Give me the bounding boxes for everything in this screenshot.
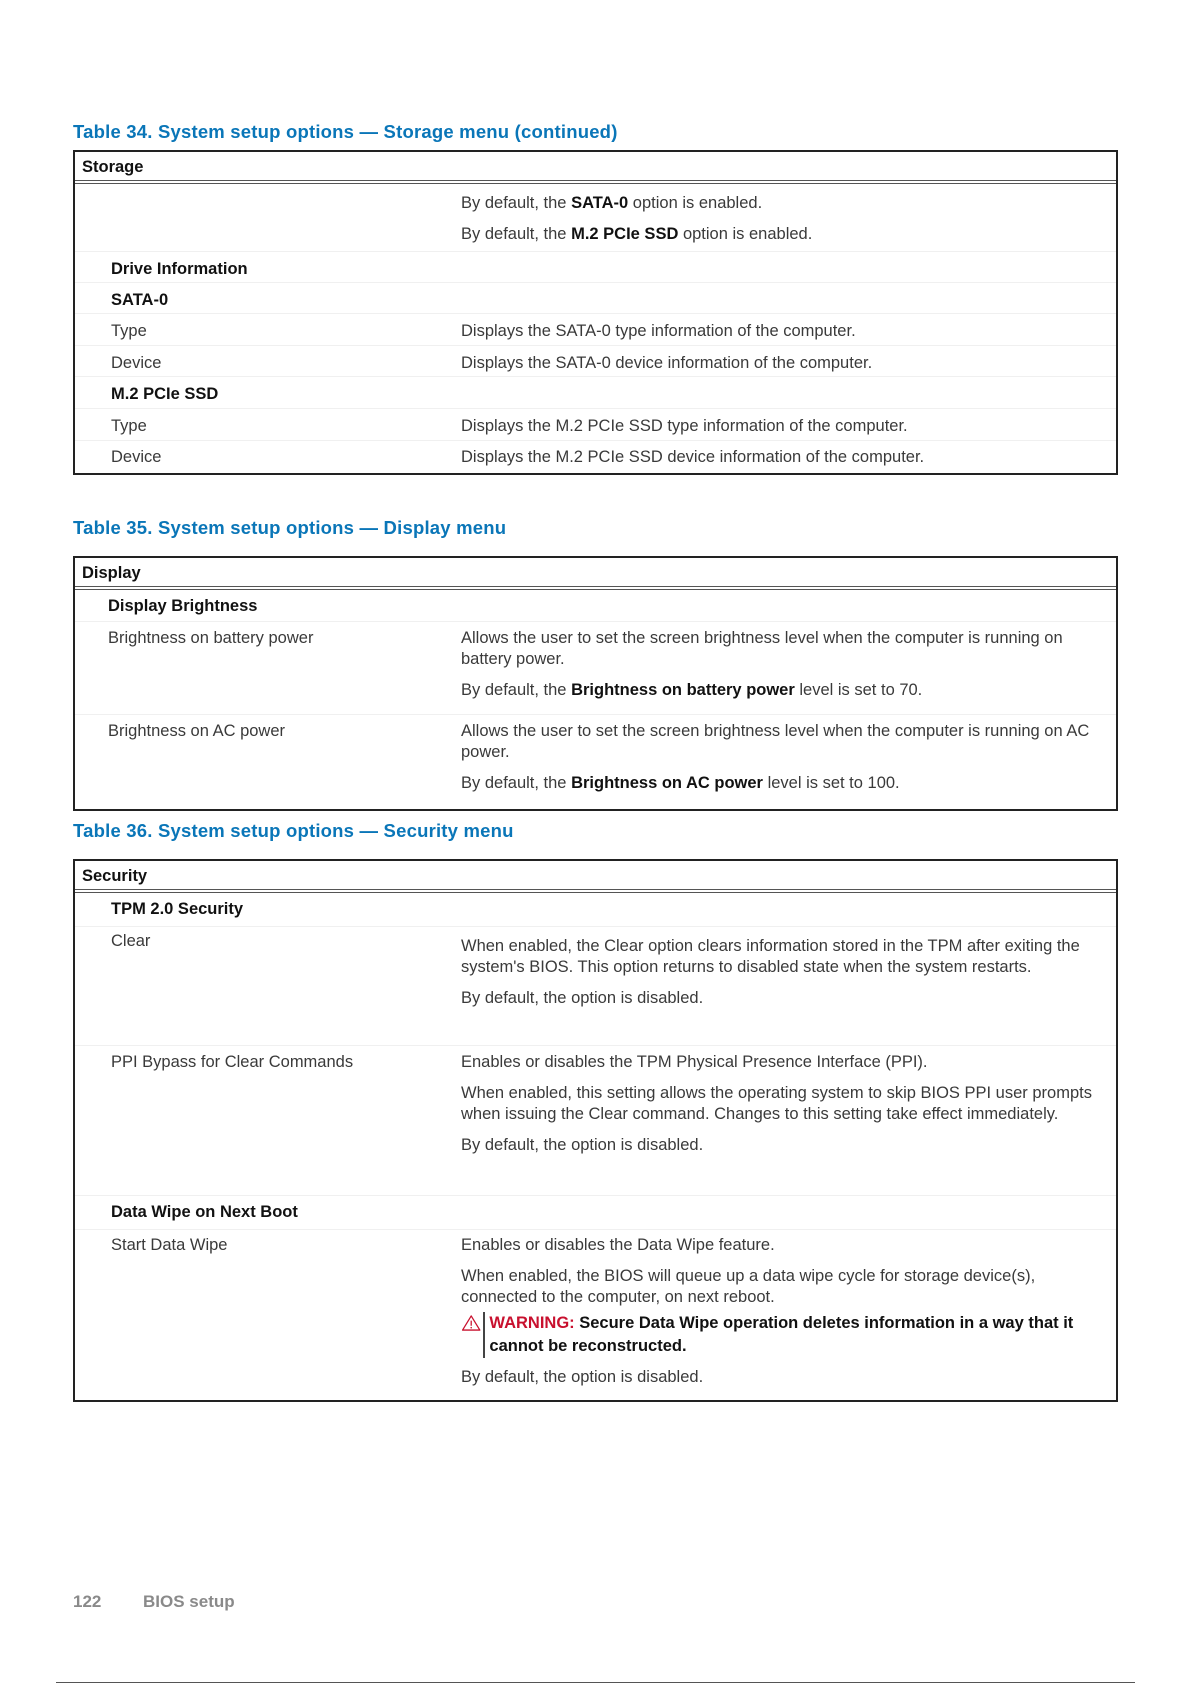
m2-type-label: Type	[111, 417, 147, 435]
table-row	[75, 409, 1116, 441]
data-wipe-heading: Data Wipe on Next Boot	[111, 1203, 298, 1221]
table-row	[75, 346, 1116, 377]
table-36-caption: Table 36. System setup options — Security menu	[73, 820, 514, 841]
drive-info-heading: Drive Information	[111, 260, 248, 278]
ac-brightness-default: By default, the Brightness on AC power level is set to 100.	[461, 774, 900, 792]
table-36-header: Security	[75, 861, 1116, 893]
footer-rule	[56, 1682, 1135, 1683]
table-row	[75, 622, 1116, 715]
table-row	[75, 715, 1116, 809]
sata-type-label: Type	[111, 322, 147, 340]
table-row	[75, 252, 1116, 283]
data-wipe-desc-2: When enabled, the BIOS will queue up a data wipe cycle for storage device(s), connected to the computer, on next reboot.	[461, 1267, 1036, 1306]
table-row	[75, 441, 1116, 473]
sata0-default-text: By default, the SATA-0 option is enabled.	[461, 194, 763, 212]
table-row	[75, 283, 1116, 314]
table-35-header: Display	[75, 558, 1116, 590]
table-row	[75, 184, 1116, 252]
sata-device-label: Device	[111, 354, 162, 372]
table-35	[73, 556, 1118, 811]
table-34-header: Storage	[75, 152, 1116, 184]
ppi-default: By default, the option is disabled.	[461, 1136, 704, 1154]
m2-type-desc: Displays the M.2 PCIe SSD type information of the computer.	[461, 417, 908, 435]
battery-brightness-desc: Allows the user to set the screen brightness level when the computer is running on battery power.	[461, 629, 1063, 668]
m2-default-text: By default, the M.2 PCIe SSD option is enabled.	[461, 225, 813, 243]
warning-icon	[461, 1312, 481, 1334]
table-row	[75, 1230, 1116, 1400]
page-number: 122	[73, 1592, 102, 1611]
sata-type-desc: Displays the SATA-0 type information of the computer.	[461, 322, 856, 340]
m2-device-label: Device	[111, 448, 162, 466]
table-row	[75, 1046, 1116, 1196]
table-row	[75, 590, 1116, 622]
table-row	[75, 927, 1116, 1046]
m2-device-desc: Displays the M.2 PCIe SSD device information of the computer.	[461, 448, 925, 466]
tpm-heading: TPM 2.0 Security	[111, 900, 244, 918]
ppi-desc-1: Enables or disables the TPM Physical Presence Interface (PPI).	[461, 1053, 928, 1071]
table-row	[75, 1196, 1116, 1230]
warning-callout	[461, 1312, 1106, 1358]
ac-brightness-desc: Allows the user to set the screen brightness level when the computer is running on AC power.	[461, 722, 1090, 761]
display-brightness-heading: Display Brightness	[108, 597, 258, 615]
table-34	[73, 150, 1118, 475]
table-row	[75, 314, 1116, 346]
start-data-wipe-label: Start Data Wipe	[111, 1236, 228, 1254]
table-row	[75, 377, 1116, 409]
clear-label: Clear	[111, 932, 151, 950]
m2-heading: M.2 PCIe SSD	[111, 385, 219, 403]
table-row	[75, 893, 1116, 927]
battery-brightness-label: Brightness on battery power	[108, 629, 314, 647]
table-36	[73, 859, 1118, 1402]
clear-default: By default, the option is disabled.	[461, 989, 704, 1007]
table-34-caption: Table 34. System setup options — Storage menu (continued)	[73, 121, 618, 142]
ppi-desc-2: When enabled, this setting allows the operating system to skip BIOS PPI user prompts when issuing the Clear command. Changes to this setting take effect immediately.	[461, 1084, 1092, 1123]
sata0-heading: SATA-0	[111, 291, 169, 309]
clear-desc: When enabled, the Clear option clears information stored in the TPM after exiting the system's BIOS. This option returns to disabled state when the system restarts.	[461, 937, 1080, 976]
battery-brightness-default: By default, the Brightness on battery power level is set to 70.	[461, 681, 923, 699]
ppi-bypass-label: PPI Bypass for Clear Commands	[111, 1053, 354, 1071]
data-wipe-default: By default, the option is disabled.	[461, 1368, 704, 1386]
section-title: BIOS setup	[143, 1592, 235, 1611]
warning-text: WARNING: Secure Data Wipe operation deletes information in a way that it cannot be reconstructed.	[483, 1312, 1106, 1358]
data-wipe-desc-1: Enables or disables the Data Wipe feature.	[461, 1236, 775, 1254]
sata-device-desc: Displays the SATA-0 device information of the computer.	[461, 354, 873, 372]
ac-brightness-label: Brightness on AC power	[108, 722, 286, 740]
table-35-caption: Table 35. System setup options — Display menu	[73, 517, 507, 538]
